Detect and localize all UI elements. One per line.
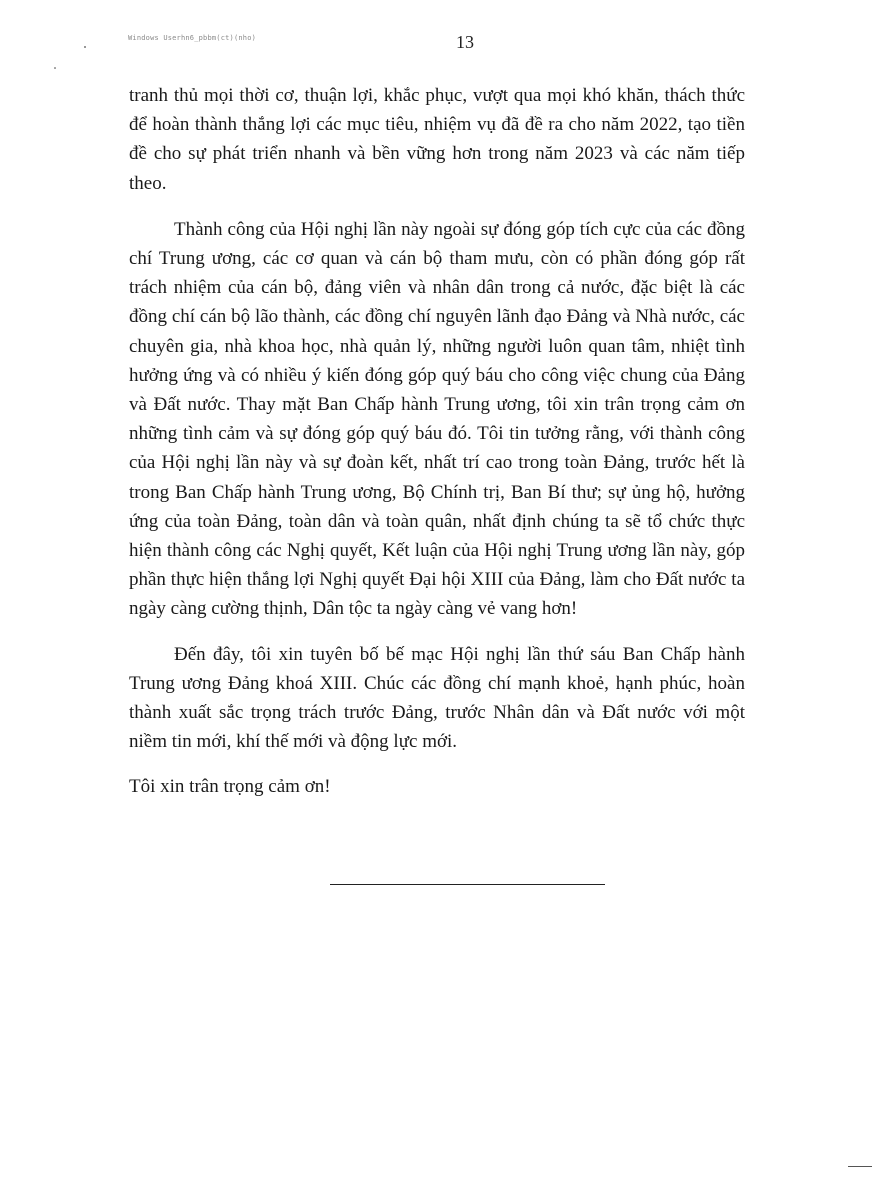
scan-speck — [84, 46, 86, 48]
file-path-header: Windows Userhn6_pbbm(ct)(nho) — [128, 34, 257, 42]
scan-speck — [54, 67, 56, 69]
paragraph-closing-declaration: Đến đây, tôi xin tuyên bố bế mạc Hội nghị lần thứ sáu Ban Chấp hành Trung ương Đảng khoá XIII. Chúc các đồng chí mạnh khoẻ, hạnh phúc, hoàn thành xuất sắc trọng trách trước Đảng, trước Nhân dân và Đất nước với một niềm tin mới, khí thế mới và động lực mới. — [129, 643, 745, 753]
closing-thanks: Tôi xin trân trọng cảm ơn! — [129, 776, 331, 798]
paragraph-acknowledgement: Thành công của Hội nghị lần này ngoài sự đóng góp tích cực của các đồng chí Trung ương, các cơ quan và cán bộ tham mưu, còn có phần đóng góp rất trách nhiệm của cán bộ, đảng viên và nhân dân trong cả nước, đặc biệt là các đồng chí cán bộ lão thành, các đồng chí nguyên lãnh đạo Đảng và Nhà nước, các chuyên gia, nhà khoa học, nhà quản lý, những người luôn quan tâm, nhiệt tình hưởng ứng và có nhiều ý kiến đóng góp quý báu cho công việc chung của Đảng và Đất nước. Thay mặt Ban Chấp hành Trung ương, tôi xin trân trọng cảm ơn những tình cảm và sự đóng góp quý báu đó. Tôi tin tưởng rằng, với thành công của Hội nghị lần này và sự đoàn kết, nhất trí cao trong toàn Đảng, trước hết là trong Ban Chấp hành Trung ương, Bộ Chính trị, Ban Bí thư; sự ủng hộ, hưởng ứng của toàn Đảng, toàn dân và toàn quân, nhất định chúng ta sẽ tổ chức thực hiện thành công các Nghị quyết, Kết luận của Hội nghị Trung ương lần này, góp phần thực hiện thắng lợi Nghị quyết Đại hội XIII của Đảng, làm cho Đất nước ta ngày càng cường thịnh, Dân tộc ta ngày càng vẻ vang hơn! — [129, 218, 745, 620]
end-separator-line — [330, 884, 605, 885]
scan-edge-mark — [848, 1166, 872, 1167]
document-body — [129, 81, 745, 818]
page-number: 13 — [456, 32, 474, 52]
paragraph-continuation: tranh thủ mọi thời cơ, thuận lợi, khắc phục, vượt qua mọi khó khăn, thách thức để hoàn thành thắng lợi các mục tiêu, nhiệm vụ đã đề ra cho năm 2022, tạo tiền đề cho sự phát triển nhanh và bền vững hơn trong năm 2023 và các năm tiếp theo. — [129, 85, 745, 194]
